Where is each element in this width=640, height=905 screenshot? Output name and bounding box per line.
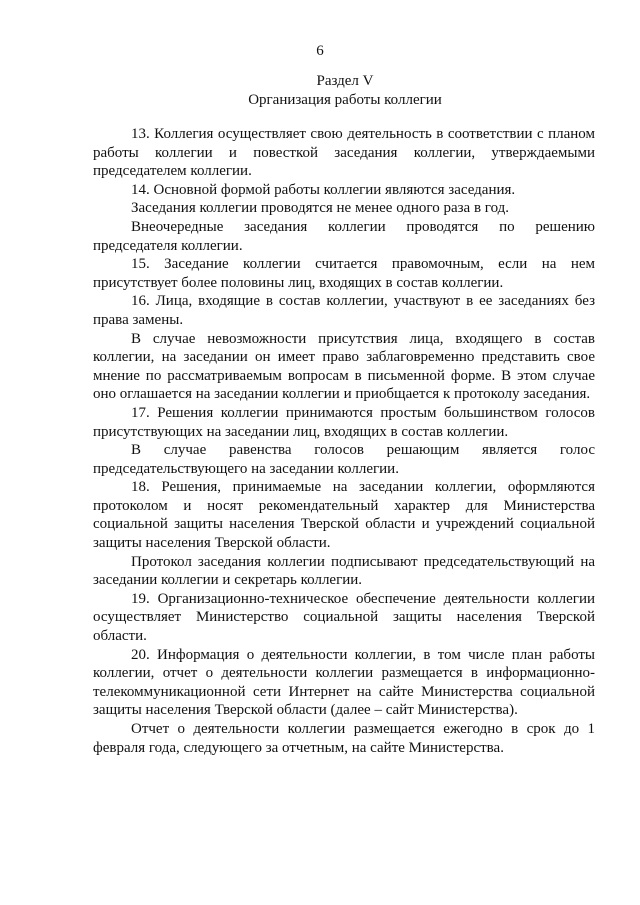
paragraph-14-frequency: Заседания коллегии проводятся не менее одного раза в год. (131, 200, 510, 217)
paragraph-18-protocol: Протокол заседания коллегии подписывают председательствующий на заседании коллегии и секретарь коллегии. (93, 553, 595, 589)
paragraph-14: 14. Основной формой работы коллегии являются заседания. (131, 181, 516, 198)
section-number: Раздел V (316, 73, 374, 89)
page-number: 6 (316, 43, 324, 59)
section-heading (0, 72, 640, 110)
paragraph-19: 19. Организационно-техническое обеспечение деятельности коллегии осуществляет Министерство социальной защиты населения Тверской области. (93, 590, 595, 645)
paragraph-15: 15. Заседание коллегии считается правомочным, если на нем присутствует более половины лиц, входящих в состав коллегии. (93, 256, 595, 291)
paragraph-16: 16. Лица, входящие в состав коллегии, участвуют в ее заседаниях без права замены. (93, 293, 595, 328)
paragraph-20-report: Отчет о деятельности коллегии размещается ежегодно в срок до 1 февраля года, следующего за отчетным, на сайте Министерства. (93, 721, 595, 756)
paragraph-18: 18. Решения, принимаемые на заседании коллегии, оформляются протоколом и носят рекомендательный характер для Министерства социальной защиты населения Тверской области и учреждений социальной защиты населения Тверской области. (93, 479, 595, 552)
paragraph-17: 17. Решения коллегии принимаются простым большинством голосов присутствующих на заседании лиц, входящих в состав коллегии. (93, 404, 595, 440)
section-body (93, 125, 595, 757)
paragraph-14-extraordinary: Внеочередные заседания коллегии проводятся по решению председателя коллегии. (93, 218, 595, 254)
section-title: Организация работы коллегии (248, 92, 442, 108)
paragraph-20: 20. Информация о деятельности коллегии, в том числе план работы коллегии, отчет о деятельности коллегии размещается в информационно-телекоммуникационной сети Интернет на сайте Министерства социальной защиты населения Тверской области (далее – сайт Министерства). (93, 646, 595, 719)
paragraph-13: 13. Коллегия осуществляет свою деятельность в соответствии с планом работы коллегии и повесткой заседания коллегии, утверждаемыми председателем коллегии. (93, 126, 595, 180)
paragraph-17-tie: В случае равенства голосов решающим является голос председательствующего на заседании коллегии. (93, 442, 595, 477)
paragraph-16-absence: В случае невозможности присутствия лица, входящего в состав коллегии, на заседании он имеет право заблаговременно представить свое мнение по рассматриваемым вопросам в письменной форме. В этом случае оно оглашается на заседании коллегии и приобщается к протоколу заседания. (93, 330, 595, 403)
